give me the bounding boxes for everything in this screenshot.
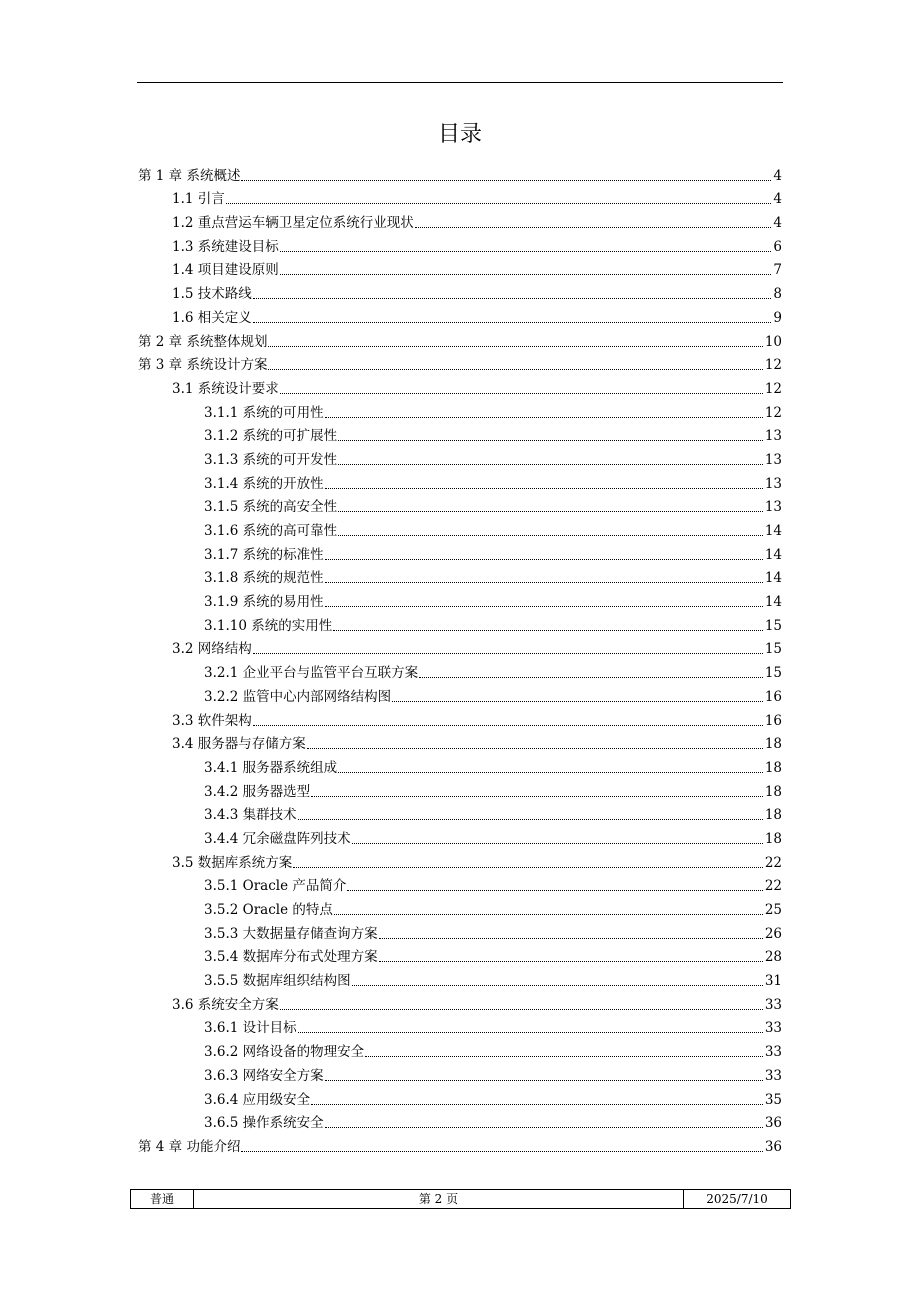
- toc-entry[interactable]: [138, 303, 782, 327]
- toc-entry-label: 3.1.1 系统的可用性: [204, 404, 324, 421]
- toc-dot-leader: [325, 1080, 763, 1081]
- toc-entry[interactable]: [138, 919, 782, 943]
- toc-dot-leader: [280, 274, 772, 275]
- toc-entry[interactable]: [138, 1037, 782, 1061]
- toc-entry-label: 3.5.1 Oracle 产品简介: [204, 878, 347, 895]
- toc-entry-label: 第 3 章 系统设计方案: [138, 357, 268, 374]
- toc-entry-page: 33: [764, 1020, 782, 1037]
- toc-entry[interactable]: [138, 587, 782, 611]
- toc-entry-page: 33: [764, 1067, 782, 1084]
- toc-dot-leader: [253, 725, 763, 726]
- toc-entry-page: 13: [764, 475, 782, 492]
- toc-dot-leader: [338, 440, 763, 441]
- toc-dot-leader: [379, 938, 763, 939]
- toc-entry-label: 1.5 技术路线: [172, 286, 252, 303]
- toc-entry[interactable]: [138, 469, 782, 493]
- toc-entry-label: 3.6.1 设计目标: [204, 1020, 297, 1037]
- toc-entry-label: 3.4.1 服务器系统组成: [204, 759, 338, 776]
- toc-entry[interactable]: [138, 611, 782, 635]
- toc-dot-leader: [338, 772, 763, 773]
- toc-entry-label: 1.3 系统建设目标: [172, 238, 279, 255]
- toc-entry-label: 3.4.4 冗余磁盘阵列技术: [204, 830, 351, 847]
- toc-entry-label: 3.6.3 网络安全方案: [204, 1067, 324, 1084]
- toc-entry-page: 25: [764, 902, 782, 918]
- toc-entry[interactable]: [138, 540, 782, 564]
- toc-dot-leader: [268, 346, 762, 347]
- toc-entry-page: 18: [764, 807, 782, 824]
- toc-entry-label: 3.1.8 系统的规范性: [204, 570, 324, 587]
- table-of-contents: [138, 161, 782, 1156]
- toc-entry-page: 7: [773, 262, 782, 279]
- toc-entry[interactable]: [138, 635, 782, 659]
- toc-entry-page: 36: [764, 1138, 782, 1155]
- toc-entry-page: 4: [773, 167, 782, 184]
- toc-entry-page: 4: [773, 215, 782, 232]
- toc-dot-leader: [325, 559, 763, 560]
- toc-entry[interactable]: [138, 422, 782, 446]
- toc-dot-leader: [280, 1009, 763, 1010]
- toc-entry[interactable]: [138, 872, 782, 896]
- toc-entry-page: 4: [773, 191, 782, 208]
- toc-dot-leader: [280, 251, 772, 252]
- toc-entry-label: 3.5.2 Oracle 的特点: [204, 902, 333, 918]
- toc-entry-page: 18: [764, 736, 782, 753]
- toc-dot-leader: [379, 961, 763, 962]
- toc-entry[interactable]: [138, 1061, 782, 1085]
- toc-dot-leader: [338, 464, 763, 465]
- toc-entry-label: 3.6.5 操作系统安全: [204, 1115, 324, 1132]
- toc-entry-page: 12: [764, 357, 782, 374]
- toc-entry[interactable]: [138, 493, 782, 517]
- toc-entry-label: 3.1 系统设计要求: [172, 380, 279, 397]
- toc-entry-page: 14: [764, 594, 782, 611]
- toc-entry[interactable]: [138, 824, 782, 848]
- toc-dot-leader: [419, 677, 763, 678]
- toc-entry[interactable]: [138, 1014, 782, 1038]
- toc-entry-label: 3.5.3 大数据量存储查询方案: [204, 925, 378, 942]
- toc-entry-page: 26: [764, 925, 782, 942]
- toc-entry[interactable]: [138, 706, 782, 730]
- toc-dot-leader: [338, 511, 763, 512]
- toc-entry-page: 8: [773, 286, 782, 303]
- toc-entry[interactable]: [138, 682, 782, 706]
- toc-entry-page: 13: [764, 428, 782, 445]
- toc-entry-page: 12: [764, 380, 782, 397]
- toc-entry-page: 16: [764, 712, 782, 729]
- toc-dot-leader: [347, 890, 762, 891]
- toc-dot-leader: [392, 701, 763, 702]
- toc-entry[interactable]: [138, 777, 782, 801]
- toc-entry-label: 3.1.5 系统的高安全性: [204, 499, 338, 516]
- toc-entry[interactable]: [138, 990, 782, 1014]
- toc-entry-page: 14: [764, 523, 782, 539]
- toc-entry-label: 3.1.4 系统的开放性: [204, 475, 324, 492]
- toc-entry-label: 3.4.3 集群技术: [204, 807, 297, 824]
- toc-entry[interactable]: [138, 516, 782, 540]
- toc-dot-leader: [325, 582, 763, 583]
- toc-entry[interactable]: [138, 327, 782, 351]
- toc-entry[interactable]: [138, 1109, 782, 1133]
- toc-dot-leader: [325, 606, 763, 607]
- toc-entry-label: 3.1.2 系统的可扩展性: [204, 428, 338, 445]
- toc-dot-leader: [365, 1056, 763, 1057]
- toc-entry[interactable]: [138, 1132, 782, 1156]
- toc-entry-page: 33: [764, 1044, 782, 1061]
- toc-entry-page: 13: [764, 499, 782, 516]
- toc-entry-label: 第 4 章 功能介绍: [138, 1138, 241, 1155]
- toc-dot-leader: [325, 488, 763, 489]
- toc-entry[interactable]: [138, 564, 782, 588]
- toc-entry-label: 1.6 相关定义: [172, 309, 252, 326]
- toc-entry-page: 31: [764, 973, 782, 990]
- toc-entry-label: 3.1.9 系统的易用性: [204, 594, 324, 611]
- toc-entry-page: 18: [764, 783, 782, 800]
- toc-entry-page: 36: [764, 1115, 782, 1132]
- toc-entry-page: 16: [764, 688, 782, 705]
- toc-entry-page: 35: [764, 1091, 782, 1108]
- toc-entry-label: 3.1.6 系统的高可靠性: [204, 523, 338, 539]
- toc-dot-leader: [352, 985, 763, 986]
- toc-dot-leader: [298, 819, 763, 820]
- toc-entry-label: 3.4 服务器与存储方案: [172, 736, 306, 753]
- toc-entry-label: 3.2.1 企业平台与监管平台互联方案: [204, 665, 419, 682]
- toc-entry-page: 14: [764, 546, 782, 563]
- toc-entry-page: 10: [764, 333, 782, 350]
- toc-entry[interactable]: [138, 1085, 782, 1109]
- toc-entry[interactable]: [138, 398, 782, 422]
- toc-entry-page: 15: [764, 665, 782, 682]
- toc-entry-page: 22: [764, 854, 782, 871]
- toc-entry-label: 3.1.10 系统的实用性: [204, 617, 333, 634]
- toc-entry-label: 3.2 网络结构: [172, 641, 252, 658]
- toc-entry-label: 3.6.2 网络设备的物理安全: [204, 1044, 365, 1061]
- toc-dot-leader: [311, 1104, 763, 1105]
- toc-entry-page: 6: [773, 238, 782, 255]
- toc-entry-page: 28: [764, 949, 782, 966]
- toc-entry-label: 3.6 系统安全方案: [172, 996, 279, 1013]
- toc-entry-label: 3.4.2 服务器选型: [204, 783, 311, 800]
- toc-dot-leader: [298, 1032, 763, 1033]
- toc-entry[interactable]: [138, 256, 782, 280]
- toc-dot-leader: [268, 369, 762, 370]
- toc-dot-leader: [253, 653, 763, 654]
- toc-entry-label: 3.6.4 应用级安全: [204, 1091, 311, 1108]
- toc-entry-page: 33: [764, 996, 782, 1013]
- page-title: 目录: [437, 122, 482, 147]
- toc-entry-label: 第 2 章 系统整体规划: [138, 333, 268, 350]
- toc-dot-leader: [241, 1151, 762, 1152]
- toc-entry[interactable]: [138, 351, 782, 375]
- toc-dot-leader: [226, 203, 772, 204]
- toc-entry-page: 18: [764, 830, 782, 847]
- toc-entry[interactable]: [138, 943, 782, 967]
- toc-dot-leader: [334, 914, 763, 915]
- toc-dot-leader: [280, 393, 763, 394]
- toc-dot-leader: [325, 417, 763, 418]
- toc-entry-label: 3.1.3 系统的可开发性: [204, 451, 338, 468]
- toc-dot-leader: [325, 1127, 763, 1128]
- toc-entry-page: 13: [764, 451, 782, 468]
- footer-date: 2025/7/10: [706, 1192, 768, 1206]
- toc-entry-page: 15: [764, 617, 782, 634]
- toc-entry-label: 3.5.4 数据库分布式处理方案: [204, 949, 378, 966]
- toc-entry-label: 3.5.5 数据库组织结构图: [204, 973, 351, 990]
- toc-dot-leader: [352, 843, 763, 844]
- toc-entry-label: 3.2.2 监管中心内部网络结构图: [204, 688, 392, 705]
- toc-entry[interactable]: [138, 232, 782, 256]
- toc-dot-leader: [338, 535, 763, 536]
- toc-entry-label: 3.1.7 系统的标准性: [204, 546, 324, 563]
- footer-page-number: 第 2 页: [194, 1190, 684, 1208]
- toc-entry-label: 1.4 项目建设原则: [172, 262, 279, 279]
- toc-entry[interactable]: [138, 730, 782, 754]
- toc-entry-label: 第 1 章 系统概述: [138, 167, 241, 184]
- toc-entry-page: 22: [764, 878, 782, 895]
- toc-entry-page: 14: [764, 570, 782, 587]
- toc-entry-page: 15: [764, 641, 782, 658]
- toc-entry-page: 9: [773, 309, 782, 326]
- toc-entry-label: 3.3 软件架构: [172, 712, 252, 729]
- toc-entry-label: 1.2 重点营运车辆卫星定位系统行业现状: [172, 215, 414, 232]
- page-footer: [130, 1189, 791, 1209]
- footer-classification: 普通: [131, 1190, 194, 1208]
- toc-entry-page: 12: [764, 404, 782, 421]
- toc-entry[interactable]: [138, 801, 782, 825]
- toc-entry[interactable]: [138, 658, 782, 682]
- toc-entry[interactable]: [138, 753, 782, 777]
- toc-dot-leader: [415, 227, 772, 228]
- toc-dot-leader: [253, 322, 772, 323]
- toc-entry[interactable]: [138, 848, 782, 872]
- toc-dot-leader: [293, 867, 763, 868]
- toc-entry[interactable]: [138, 279, 782, 303]
- toc-entry[interactable]: [138, 161, 782, 185]
- toc-dot-leader: [333, 630, 763, 631]
- header-rule: [137, 82, 783, 83]
- toc-dot-leader: [241, 180, 771, 181]
- toc-dot-leader: [307, 748, 763, 749]
- toc-entry-page: 18: [764, 759, 782, 776]
- toc-entry[interactable]: [138, 185, 782, 209]
- toc-entry[interactable]: [138, 208, 782, 232]
- toc-dot-leader: [311, 796, 763, 797]
- toc-entry-label: 1.1 引言: [172, 191, 225, 208]
- toc-entry[interactable]: [138, 895, 782, 919]
- toc-dot-leader: [253, 298, 772, 299]
- toc-entry-label: 3.5 数据库系统方案: [172, 854, 293, 871]
- toc-entry[interactable]: [138, 445, 782, 469]
- toc-entry[interactable]: [138, 374, 782, 398]
- toc-entry[interactable]: [138, 966, 782, 990]
